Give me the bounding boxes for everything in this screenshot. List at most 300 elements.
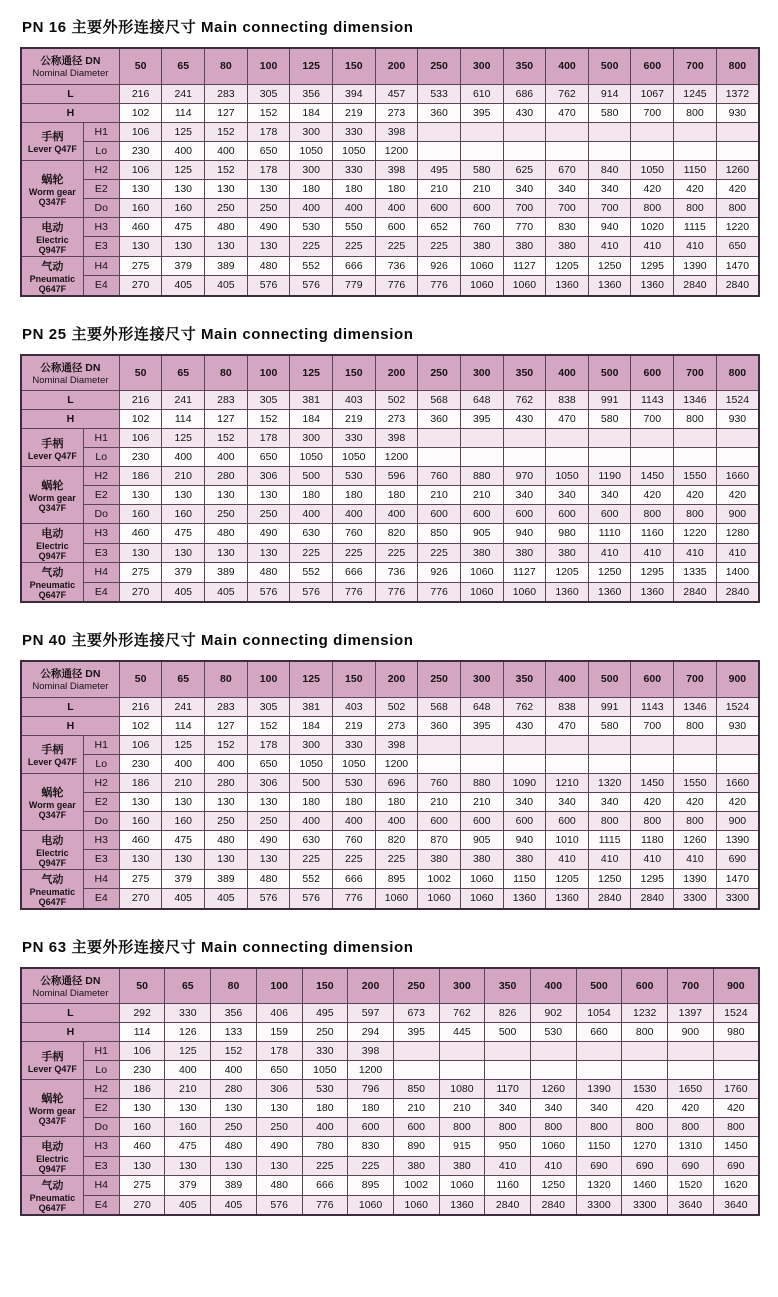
dimension-value: 597 bbox=[348, 1004, 394, 1023]
dimension-value: 130 bbox=[247, 486, 290, 505]
label-line-en: Worm gear bbox=[28, 799, 76, 810]
dimension-value: 340 bbox=[503, 486, 546, 505]
dimension-value: 210 bbox=[162, 773, 205, 792]
dimension-value: 690 bbox=[716, 850, 759, 870]
dimension-value bbox=[588, 429, 631, 448]
dimension-value: 160 bbox=[162, 505, 205, 524]
dn-column-header: 125 bbox=[290, 48, 333, 84]
dimension-value: 1050 bbox=[302, 1061, 348, 1080]
dimension-value: 1260 bbox=[716, 160, 759, 179]
dimension-value: 1050 bbox=[333, 141, 376, 160]
dimension-value bbox=[418, 122, 461, 141]
dimension-value: 130 bbox=[119, 179, 162, 198]
dimension-value: 760 bbox=[333, 830, 376, 850]
dn-column-header: 900 bbox=[716, 661, 759, 697]
dn-column-header: 300 bbox=[460, 48, 503, 84]
dn-column-header: 400 bbox=[530, 968, 576, 1004]
dimension-value: 650 bbox=[247, 141, 290, 160]
dimension-value: 280 bbox=[211, 1080, 257, 1099]
dimension-value bbox=[503, 735, 546, 754]
dimension-row bbox=[21, 160, 759, 179]
dimension-value: 305 bbox=[247, 84, 290, 103]
dimension-value: 1660 bbox=[716, 467, 759, 486]
dimension-row bbox=[21, 1195, 759, 1215]
dimension-value: 430 bbox=[503, 410, 546, 429]
dimension-value: 700 bbox=[631, 716, 674, 735]
dimension-value: 130 bbox=[162, 543, 205, 563]
label-line-en: Q347F bbox=[38, 1116, 67, 1126]
dimension-value: 1150 bbox=[503, 869, 546, 889]
dimension-value: 800 bbox=[631, 505, 674, 524]
dimension-value: 1400 bbox=[716, 563, 759, 583]
dimension-value: 760 bbox=[418, 467, 461, 486]
dimension-value: 576 bbox=[247, 889, 290, 909]
dimension-value: 800 bbox=[576, 1118, 622, 1137]
dimension-value: 398 bbox=[375, 735, 418, 754]
dimension-value: 340 bbox=[546, 486, 589, 505]
dimension-value: 596 bbox=[375, 467, 418, 486]
dimension-value: 600 bbox=[375, 217, 418, 237]
dimension-value bbox=[716, 735, 759, 754]
dimension-row bbox=[21, 179, 759, 198]
nominal-diameter-header bbox=[21, 355, 119, 391]
dimension-value: 270 bbox=[119, 276, 162, 296]
dimension-value: 2840 bbox=[530, 1195, 576, 1215]
dimension-value: 275 bbox=[119, 256, 162, 276]
dimension-row bbox=[21, 505, 759, 524]
dimension-value: 1390 bbox=[576, 1080, 622, 1099]
dimension-value: 1060 bbox=[460, 869, 503, 889]
dimension-value: 475 bbox=[162, 524, 205, 544]
dimension-value: 700 bbox=[631, 410, 674, 429]
dimension-row bbox=[21, 276, 759, 296]
dn-column-header: 50 bbox=[119, 661, 162, 697]
dimension-value: 340 bbox=[588, 792, 631, 811]
dimension-value bbox=[393, 1061, 439, 1080]
dimension-value: 460 bbox=[119, 830, 162, 850]
dimension-value bbox=[503, 141, 546, 160]
dimension-value: 180 bbox=[333, 792, 376, 811]
dimension-value: 130 bbox=[205, 543, 248, 563]
section-pn40 bbox=[20, 629, 760, 910]
dimension-value: 1060 bbox=[393, 1195, 439, 1215]
label-line-en: Nominal Diameter bbox=[32, 374, 109, 386]
dimension-value: 381 bbox=[290, 697, 333, 716]
dimension-value bbox=[631, 754, 674, 773]
dimension-value: 1210 bbox=[546, 773, 589, 792]
dimension-code-label: E3 bbox=[83, 543, 119, 563]
actuator-group-label bbox=[21, 122, 83, 160]
dimension-value: 838 bbox=[546, 391, 589, 410]
dimension-value: 1260 bbox=[530, 1080, 576, 1099]
dimension-code-label: H1 bbox=[83, 122, 119, 141]
dimension-value: 991 bbox=[588, 391, 631, 410]
dimension-value: 180 bbox=[333, 486, 376, 505]
dimension-value: 1620 bbox=[713, 1176, 759, 1196]
dimension-value: 2840 bbox=[588, 889, 631, 909]
dimension-value: 186 bbox=[119, 773, 162, 792]
dimension-row bbox=[21, 198, 759, 217]
label-line-cn: 气动 bbox=[41, 873, 64, 886]
dimension-value: 1650 bbox=[668, 1080, 714, 1099]
dimension-value: 1460 bbox=[622, 1176, 668, 1196]
dimension-value: 380 bbox=[393, 1156, 439, 1176]
dimension-value: 495 bbox=[302, 1004, 348, 1023]
dimension-value bbox=[588, 122, 631, 141]
label-line-cn: 公称通径 DN bbox=[40, 974, 101, 987]
row-label: H bbox=[21, 103, 119, 122]
dimension-value: 130 bbox=[211, 1099, 257, 1118]
dimension-value: 3300 bbox=[716, 889, 759, 909]
dimension-value: 490 bbox=[247, 217, 290, 237]
dimension-value: 700 bbox=[503, 198, 546, 217]
dimension-value: 230 bbox=[119, 1061, 165, 1080]
dimension-value: 130 bbox=[119, 543, 162, 563]
dimension-value: 379 bbox=[162, 256, 205, 276]
dimension-value: 180 bbox=[302, 1099, 348, 1118]
dimension-value: 225 bbox=[375, 543, 418, 563]
dimension-code-label: H4 bbox=[83, 869, 119, 889]
dn-column-header: 50 bbox=[119, 355, 162, 391]
dimension-value: 152 bbox=[211, 1042, 257, 1061]
dn-column-header: 100 bbox=[247, 48, 290, 84]
actuator-group-label bbox=[21, 830, 83, 869]
dimension-value: 420 bbox=[674, 179, 717, 198]
dimension-code-label: Lo bbox=[83, 141, 119, 160]
label-line-en: Worm gear bbox=[28, 186, 76, 197]
dimension-value: 380 bbox=[503, 850, 546, 870]
dimension-value bbox=[668, 1061, 714, 1080]
dimension-value: 250 bbox=[205, 811, 248, 830]
dn-column-header: 400 bbox=[546, 48, 589, 84]
dimension-value: 1260 bbox=[674, 830, 717, 850]
dimension-value: 850 bbox=[418, 524, 461, 544]
dimension-value bbox=[503, 754, 546, 773]
dimension-value: 130 bbox=[119, 1099, 165, 1118]
dimension-row bbox=[21, 1156, 759, 1176]
dimension-value: 398 bbox=[375, 429, 418, 448]
dimension-value: 776 bbox=[418, 582, 461, 602]
dimension-value: 127 bbox=[205, 716, 248, 735]
dimension-value: 340 bbox=[588, 179, 631, 198]
dimension-value: 273 bbox=[375, 716, 418, 735]
dimension-value bbox=[530, 1042, 576, 1061]
dimension-value: 930 bbox=[716, 103, 759, 122]
dimension-value: 400 bbox=[302, 1118, 348, 1137]
dimension-table bbox=[20, 660, 760, 910]
dimension-value: 379 bbox=[162, 869, 205, 889]
dimension-value: 1280 bbox=[716, 524, 759, 544]
dimension-value: 410 bbox=[485, 1156, 531, 1176]
dimension-value: 576 bbox=[247, 582, 290, 602]
dimension-row bbox=[21, 1042, 759, 1061]
dimension-value: 160 bbox=[162, 811, 205, 830]
dimension-value: 762 bbox=[503, 697, 546, 716]
dimension-value: 283 bbox=[205, 84, 248, 103]
dimension-value bbox=[460, 448, 503, 467]
dimension-value: 225 bbox=[375, 237, 418, 257]
dimension-value: 410 bbox=[631, 543, 674, 563]
dimension-row bbox=[21, 1118, 759, 1137]
dimension-value: 216 bbox=[119, 84, 162, 103]
dimension-value: 470 bbox=[546, 103, 589, 122]
actuator-group-label bbox=[21, 160, 83, 217]
dimension-value: 178 bbox=[247, 735, 290, 754]
dimension-value: 600 bbox=[418, 505, 461, 524]
dimension-value: 1060 bbox=[439, 1176, 485, 1196]
dimension-value: 1050 bbox=[546, 467, 589, 486]
dimension-value: 1390 bbox=[716, 830, 759, 850]
dimension-code-label: Do bbox=[83, 505, 119, 524]
dimension-row bbox=[21, 1176, 759, 1196]
dimension-value bbox=[460, 122, 503, 141]
dn-column-header: 65 bbox=[162, 48, 205, 84]
dimension-value: 480 bbox=[205, 217, 248, 237]
dimension-value: 180 bbox=[375, 486, 418, 505]
dimension-value: 1360 bbox=[503, 889, 546, 909]
actuator-group-label bbox=[21, 524, 83, 563]
dimension-value: 400 bbox=[290, 198, 333, 217]
dimension-value: 550 bbox=[333, 217, 376, 237]
label-line-en: Nominal Diameter bbox=[32, 987, 109, 999]
dimension-value: 380 bbox=[460, 543, 503, 563]
label-line-en: Pneumatic bbox=[29, 273, 76, 284]
dimension-value: 1160 bbox=[631, 524, 674, 544]
dimension-value: 184 bbox=[290, 410, 333, 429]
dimension-value: 762 bbox=[503, 391, 546, 410]
dimension-value: 800 bbox=[668, 1118, 714, 1137]
dimension-value: 800 bbox=[439, 1118, 485, 1137]
dimension-value: 900 bbox=[668, 1023, 714, 1042]
dimension-row bbox=[21, 1137, 759, 1157]
dimension-value: 1470 bbox=[716, 869, 759, 889]
dimension-value: 895 bbox=[348, 1176, 394, 1196]
dimension-value: 650 bbox=[247, 754, 290, 773]
dimension-value: 400 bbox=[205, 141, 248, 160]
dimension-value: 356 bbox=[290, 84, 333, 103]
dimension-value: 340 bbox=[530, 1099, 576, 1118]
dimension-value: 106 bbox=[119, 1042, 165, 1061]
dimension-value: 305 bbox=[247, 697, 290, 716]
dn-column-header: 250 bbox=[393, 968, 439, 1004]
dn-column-header: 150 bbox=[333, 661, 376, 697]
dimension-value: 3640 bbox=[713, 1195, 759, 1215]
label-line-cn: 手柄 bbox=[41, 1050, 64, 1063]
dimension-value: 1346 bbox=[674, 391, 717, 410]
dimension-value: 225 bbox=[375, 850, 418, 870]
dimension-value bbox=[716, 754, 759, 773]
dimension-value: 552 bbox=[290, 256, 333, 276]
dimension-row bbox=[21, 141, 759, 160]
dimension-value: 178 bbox=[247, 429, 290, 448]
dn-column-header: 600 bbox=[631, 355, 674, 391]
dimension-value bbox=[418, 141, 461, 160]
dimension-value: 130 bbox=[162, 486, 205, 505]
dimension-value: 152 bbox=[205, 735, 248, 754]
dimension-value: 380 bbox=[503, 237, 546, 257]
dimension-value: 600 bbox=[460, 811, 503, 830]
dimension-value: 1760 bbox=[713, 1080, 759, 1099]
dimension-value: 1295 bbox=[631, 869, 674, 889]
label-line-en: Q647F bbox=[38, 283, 67, 294]
dimension-value: 250 bbox=[256, 1118, 302, 1137]
dimension-value: 950 bbox=[485, 1137, 531, 1157]
dimension-value: 902 bbox=[530, 1004, 576, 1023]
dimension-value: 630 bbox=[290, 524, 333, 544]
dimension-value: 130 bbox=[119, 486, 162, 505]
dimension-value: 130 bbox=[162, 792, 205, 811]
dimension-value: 360 bbox=[418, 410, 461, 429]
dimension-value: 410 bbox=[674, 237, 717, 257]
dimension-value: 130 bbox=[205, 486, 248, 505]
dimension-code-label: H1 bbox=[83, 735, 119, 754]
dimension-value: 800 bbox=[631, 811, 674, 830]
dn-column-header: 200 bbox=[375, 661, 418, 697]
dn-column-header: 65 bbox=[165, 968, 211, 1004]
dimension-value: 1010 bbox=[546, 830, 589, 850]
dimension-value: 125 bbox=[162, 429, 205, 448]
dimension-value: 736 bbox=[375, 563, 418, 583]
dimension-value: 700 bbox=[588, 198, 631, 217]
dn-column-header: 80 bbox=[211, 968, 257, 1004]
dimension-value: 760 bbox=[333, 524, 376, 544]
dimension-code-label: E4 bbox=[83, 889, 119, 909]
dimension-value: 445 bbox=[439, 1023, 485, 1042]
dimension-value: 970 bbox=[503, 467, 546, 486]
dimension-value: 1060 bbox=[503, 276, 546, 296]
dimension-value: 800 bbox=[631, 198, 674, 217]
dimension-value: 225 bbox=[290, 543, 333, 563]
dimension-value: 1660 bbox=[716, 773, 759, 792]
dimension-value bbox=[716, 141, 759, 160]
dimension-value: 1002 bbox=[393, 1176, 439, 1196]
dimension-value: 905 bbox=[460, 524, 503, 544]
dimension-value: 241 bbox=[162, 84, 205, 103]
dn-column-header: 125 bbox=[290, 355, 333, 391]
dn-column-header: 65 bbox=[162, 661, 205, 697]
dimension-code-label: H4 bbox=[83, 1176, 119, 1196]
dn-column-header: 400 bbox=[546, 355, 589, 391]
dimension-value: 152 bbox=[205, 160, 248, 179]
dimension-value: 980 bbox=[546, 524, 589, 544]
dimension-code-label: Do bbox=[83, 198, 119, 217]
dimension-value: 552 bbox=[290, 563, 333, 583]
dimension-value: 420 bbox=[716, 179, 759, 198]
dimension-value: 225 bbox=[348, 1156, 394, 1176]
dimension-value: 241 bbox=[162, 391, 205, 410]
dimension-value: 900 bbox=[716, 811, 759, 830]
dimension-value: 1220 bbox=[674, 524, 717, 544]
dimension-value: 1160 bbox=[485, 1176, 531, 1196]
dimension-row bbox=[21, 869, 759, 889]
nominal-diameter-header bbox=[21, 48, 119, 84]
dimension-value: 379 bbox=[165, 1176, 211, 1196]
label-line-en: Electric bbox=[36, 1154, 69, 1164]
label-line-cn: 蜗轮 bbox=[41, 173, 64, 186]
dimension-value: 184 bbox=[290, 103, 333, 122]
dimension-value: 1360 bbox=[588, 276, 631, 296]
dimension-value: 800 bbox=[485, 1118, 531, 1137]
dimension-value: 152 bbox=[247, 410, 290, 429]
dimension-value: 1115 bbox=[674, 217, 717, 237]
dimension-value: 292 bbox=[119, 1004, 165, 1023]
dimension-value: 1205 bbox=[546, 256, 589, 276]
dimension-value: 280 bbox=[205, 773, 248, 792]
actuator-group-label bbox=[21, 1080, 83, 1137]
dimension-value bbox=[716, 448, 759, 467]
dn-column-header: 100 bbox=[247, 661, 290, 697]
dimension-value: 800 bbox=[674, 410, 717, 429]
dimension-value: 225 bbox=[418, 543, 461, 563]
dimension-value: 930 bbox=[716, 410, 759, 429]
actuator-group-label bbox=[21, 563, 83, 603]
dimension-value bbox=[546, 141, 589, 160]
dimension-value: 830 bbox=[348, 1137, 394, 1157]
dimension-value: 102 bbox=[119, 410, 162, 429]
dimension-value: 457 bbox=[375, 84, 418, 103]
dimension-value: 210 bbox=[439, 1099, 485, 1118]
dimension-value: 776 bbox=[418, 276, 461, 296]
dimension-value: 210 bbox=[460, 792, 503, 811]
dimension-code-label: H2 bbox=[83, 1080, 119, 1099]
dimension-value: 1060 bbox=[348, 1195, 394, 1215]
dimension-value: 800 bbox=[674, 505, 717, 524]
dimension-value: 210 bbox=[418, 792, 461, 811]
dimension-value: 576 bbox=[290, 582, 333, 602]
dimension-value: 130 bbox=[211, 1156, 257, 1176]
dimension-value: 800 bbox=[713, 1118, 759, 1137]
dimension-value: 395 bbox=[460, 716, 503, 735]
dimension-value: 400 bbox=[205, 754, 248, 773]
dimension-value: 760 bbox=[418, 773, 461, 792]
header-row bbox=[21, 355, 759, 391]
dimension-value: 1524 bbox=[716, 391, 759, 410]
dimension-value bbox=[418, 429, 461, 448]
section-pn16 bbox=[20, 16, 760, 297]
dimension-value: 1320 bbox=[576, 1176, 622, 1196]
dimension-value: 533 bbox=[418, 84, 461, 103]
dimension-value: 410 bbox=[631, 850, 674, 870]
dimension-value: 1050 bbox=[333, 448, 376, 467]
dimension-value: 796 bbox=[348, 1080, 394, 1099]
dn-column-header: 350 bbox=[503, 661, 546, 697]
dimension-value: 530 bbox=[290, 217, 333, 237]
dn-column-header: 100 bbox=[256, 968, 302, 1004]
dimension-value: 1550 bbox=[674, 773, 717, 792]
dimension-table bbox=[20, 47, 760, 297]
dimension-value: 600 bbox=[460, 198, 503, 217]
dimension-value: 389 bbox=[205, 869, 248, 889]
label-line-en: Q647F bbox=[38, 896, 67, 907]
dimension-value: 779 bbox=[333, 276, 376, 296]
dimension-value: 800 bbox=[588, 811, 631, 830]
label-line-en: Pneumatic bbox=[29, 1193, 76, 1203]
dn-column-header: 600 bbox=[622, 968, 668, 1004]
dimension-value: 1360 bbox=[546, 889, 589, 909]
label-line-en: Lever Q47F bbox=[27, 144, 77, 154]
dimension-value bbox=[622, 1061, 668, 1080]
dimension-value: 114 bbox=[162, 103, 205, 122]
dn-column-header: 800 bbox=[716, 48, 759, 84]
dimension-value bbox=[631, 735, 674, 754]
dimension-value bbox=[674, 122, 717, 141]
dimension-value: 360 bbox=[418, 716, 461, 735]
dimension-code-label: E3 bbox=[83, 237, 119, 257]
dimension-value: 130 bbox=[119, 237, 162, 257]
dimension-value: 475 bbox=[162, 830, 205, 850]
row-label: H bbox=[21, 716, 119, 735]
dimension-value: 410 bbox=[588, 850, 631, 870]
